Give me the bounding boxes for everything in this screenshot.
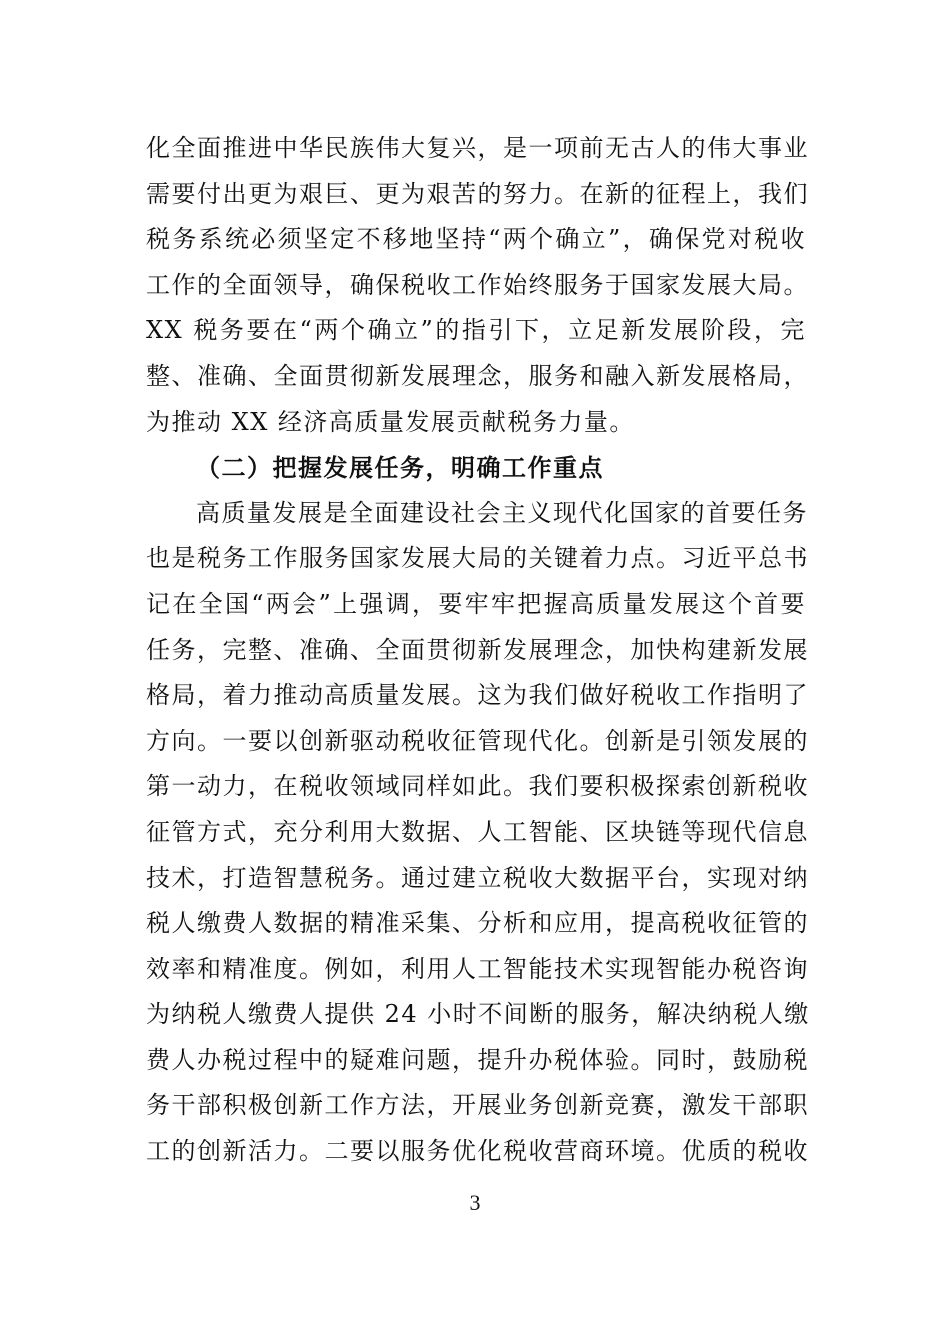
text-line: 效率和精准度。例如，利用人工智能技术实现智能办税咨询: [146, 954, 809, 983]
text-line: 为推动 XX 经济高质量发展贡献税务力量。: [146, 407, 635, 436]
text-line: 化全面推进中华民族伟大复兴，是一项前无古人的伟大事业: [146, 134, 809, 162]
section-heading: （二）把握发展任务，明确工作重点: [196, 453, 604, 483]
text-line: 工作的全面领导，确保税收工作始终服务于国家发展大局。: [146, 270, 809, 299]
text-line: 高质量发展是全面建设社会主义现代化国家的首要任务: [196, 498, 808, 527]
text-line: 工的创新活力。二要以服务优化税收营商环境。优质的税收: [146, 1137, 809, 1166]
text-line: 征管方式，充分利用大数据、人工智能、区块链等现代信息: [146, 817, 809, 846]
text-line: 也是税务工作服务国家发展大局的关键着力点。习近平总书: [146, 544, 809, 573]
text-line: 记在全国“两会”上强调，要牢牢把握高质量发展这个首要: [146, 589, 806, 618]
text-line: 第一动力，在税收领域同样如此。我们要积极探索创新税收: [146, 772, 809, 801]
text-line: 任务，完整、准确、全面贯彻新发展理念，加快构建新发展: [146, 635, 809, 664]
text-line: 整、准确、全面贯彻新发展理念，服务和融入新发展格局，: [146, 361, 809, 390]
text-line: 方向。一要以创新驱动税收征管现代化。创新是引领发展的: [146, 726, 809, 755]
text-line: 为纳税人缴费人提供 24 小时不间断的服务，解决纳税人缴: [146, 1000, 810, 1029]
text-line: 税务系统必须坚定不移地坚持“两个确立”，确保党对税收: [146, 225, 806, 254]
text-line: 费人办税过程中的疑难问题，提升办税体验。同时，鼓励税: [146, 1045, 809, 1074]
page-number: 3: [469, 1190, 481, 1215]
text-line: 税人缴费人数据的精准采集、分析和应用，提高税收征管的: [146, 909, 809, 938]
text-line: 技术，打造智慧税务。通过建立税收大数据平台，实现对纳: [146, 863, 809, 892]
text-line: 需要付出更为艰巨、更为艰苦的努力。在新的征程上，我们: [146, 179, 809, 208]
text-line: 格局，着力推动高质量发展。这为我们做好税收工作指明了: [146, 681, 809, 710]
text-line: 务干部积极创新工作方法，开展业务创新竞赛，激发干部职: [146, 1091, 809, 1120]
text-line: XX 税务要在“两个确立”的指引下，立足新发展阶段，完: [146, 316, 806, 345]
document-body: [146, 126, 810, 1175]
